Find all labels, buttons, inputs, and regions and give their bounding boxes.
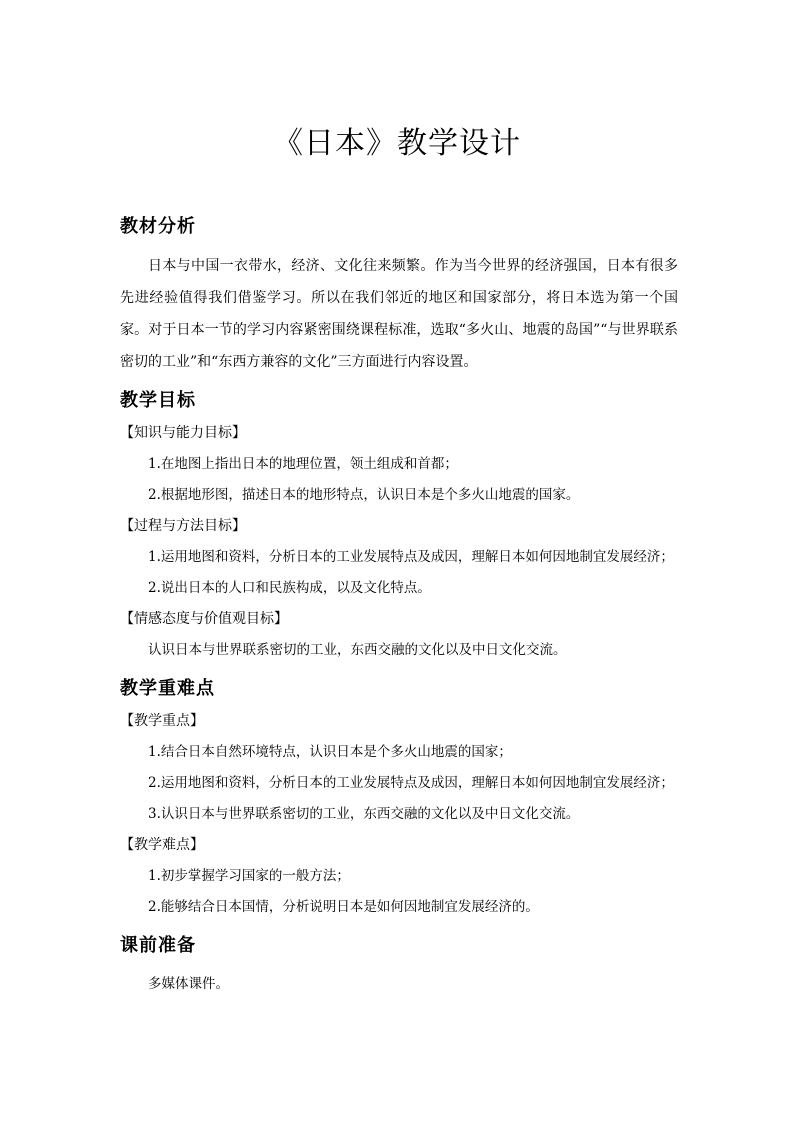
process-objective-item: 1.运用地图和资料，分析日本的工业发展特点及成因，理解日本如何因地制宜发展经济； [148,549,674,565]
section-heading-analysis: 教材分析 [120,216,196,237]
analysis-paragraph: 日本与中国一衣带水，经济、文化往来频繁。作为当今世界的经济强国，日本有很多先进经验值得我们借鉴学习。所以在我们邻近的地区和国家部分，将日本选为第一个国家。对于日本一节的学习内容紧密围绕课程标准，选取“多火山、地震的岛国”“与世界联系密切的工业”和“东西方兼容的文化”三方面进行内容设置。 [120,258,678,370]
key-point-item: 2.运用地图和资料，分析日本的工业发展特点及成因，理解日本如何因地制宜发展经济； [148,775,674,791]
difficult-point-item: 1.初步掌握学习国家的一般方法； [148,868,350,884]
knowledge-objective-item: 2.根据地形图，描述日本的地形特点，认识日本是个多火山地震的国家。 [148,487,580,503]
preparation-text: 多媒体课件。 [148,976,229,992]
document-title: 《日本》教学设计 [273,126,521,161]
section-heading-keypoints: 教学重难点 [120,678,215,699]
key-point-item: 3.认识日本与世界联系密切的工业，东西交融的文化以及中日文化交流。 [148,806,580,822]
key-points-label: 【教学重点】 [120,713,204,729]
section-heading-preparation: 课前准备 [120,935,196,956]
section-heading-objectives: 教学目标 [120,390,196,411]
emotion-objective-text: 认识日本与世界联系密切的工业，东西交融的文化以及中日文化交流。 [148,642,567,658]
difficult-points-label: 【教学难点】 [120,837,204,853]
document-body [120,210,678,1000]
process-objective-item: 2.说出日本的人口和民族构成，以及文化特点。 [148,580,431,596]
key-point-item: 1.结合日本自然环境特点，认识日本是个多火山地震的国家； [148,744,512,760]
process-objectives-label: 【过程与方法目标】 [120,518,246,534]
difficult-point-item: 2.能够结合日本国情，分析说明日本是如何因地制宜发展经济的。 [148,899,539,915]
knowledge-objectives-label: 【知识与能力目标】 [120,425,246,441]
knowledge-objective-item: 1.在地图上指出日本的地理位置，领土组成和首都； [148,456,458,472]
emotion-objectives-label: 【情感态度与价值观目标】 [120,611,288,627]
